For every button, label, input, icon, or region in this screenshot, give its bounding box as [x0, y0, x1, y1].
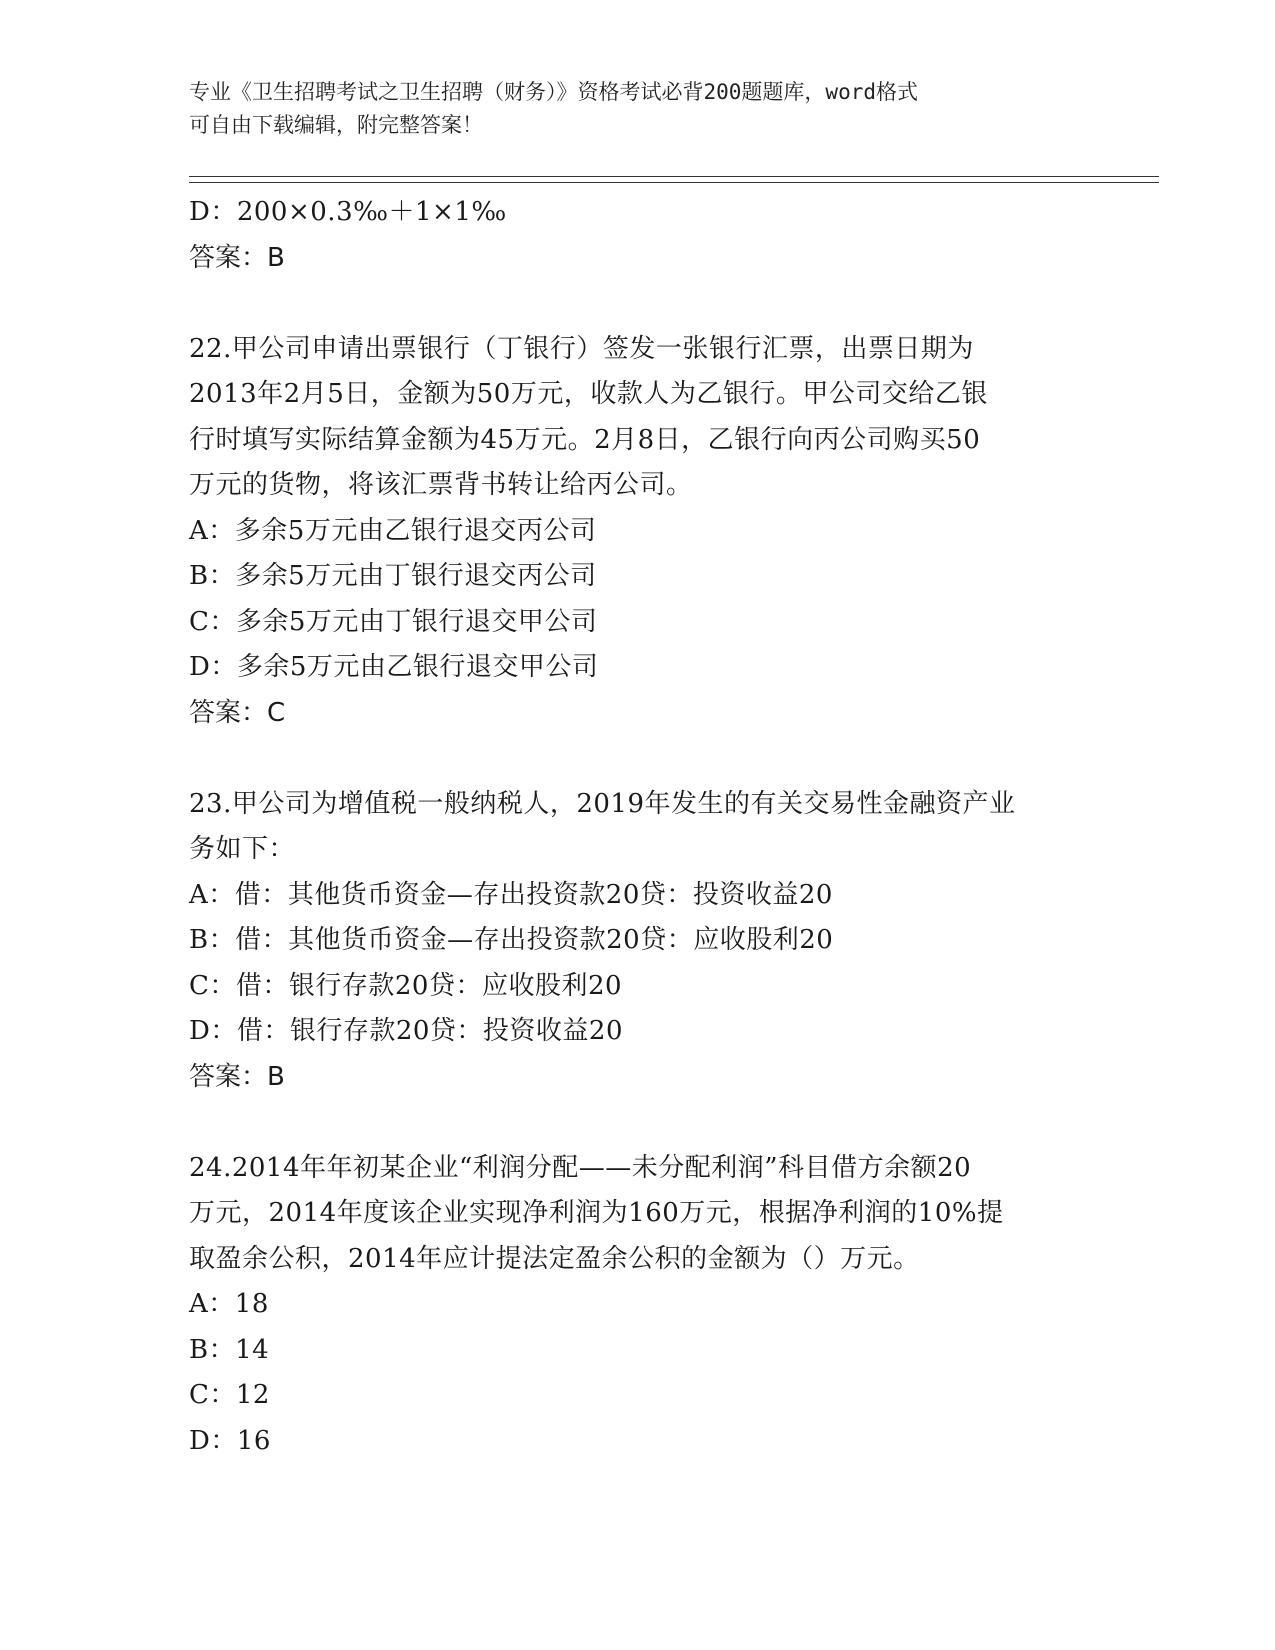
header-title-line-1: 专业《卫生招聘考试之卫生招聘（财务）》资格考试必背200题题库，word格式 — [189, 80, 918, 104]
answer-line: 答案：B — [189, 1061, 285, 1092]
option-d: D：借：银行存款20贷：投资收益20 — [189, 1016, 624, 1046]
page-header — [189, 76, 1069, 142]
question-22 — [189, 327, 1089, 737]
question-stem-line: 行时填写实际结算金额为45万元。2月8日，乙银行向丙公司购买50 — [189, 424, 981, 455]
question-stem-line: 务如下： — [189, 834, 296, 864]
question-stem-line: 万元的货物，将该汇票背书转让给丙公司。 — [189, 470, 693, 500]
question-stem-line: 24.2014年年初某企业“利润分配——未分配利润”科目借方余额20 — [189, 1152, 972, 1183]
question-list — [189, 190, 1089, 1464]
question-stem-line: 取盈余公积，2014年应计提法定盈余公积的金额为（）万元。 — [189, 1243, 920, 1274]
option-c: C：12 — [189, 1380, 270, 1410]
answer-line: 答案：B — [189, 242, 285, 273]
answer-line: 答案：C — [189, 697, 286, 728]
option-d: D：多余5万元由乙银行退交甲公司 — [189, 652, 599, 682]
option-d: D：16 — [189, 1425, 271, 1456]
question-stem-line: 2013年2月5日，金额为50万元，收款人为乙银行。甲公司交给乙银 — [189, 379, 988, 409]
option-b: B：借：其他货币资金—存出投资款20贷：应收股利20 — [189, 925, 834, 955]
header-title-line-2: 可自由下载编辑，附完整答案！ — [189, 113, 483, 137]
question-stem-line: 23.甲公司为增值税一般纳税人，2019年发生的有关交易性金融资产业 — [189, 788, 1016, 819]
option-a: A：18 — [189, 1289, 269, 1319]
option-c: C：多余5万元由丁银行退交甲公司 — [189, 606, 598, 637]
option-d: D：200×0.3‰＋1×1‰ — [189, 197, 507, 227]
question-stem-line: 22.甲公司申请出票银行（丁银行）签发一张银行汇票，出票日期为 — [189, 333, 974, 364]
option-b: B：多余5万元由丁银行退交丙公司 — [189, 561, 597, 591]
question-21-tail — [189, 190, 1089, 281]
question-24 — [189, 1146, 1089, 1465]
question-stem-line: 万元，2014年度该企业实现净利润为160万元，根据净利润的10%提 — [189, 1198, 1004, 1228]
option-c: C：借：银行存款20贷：应收股利20 — [189, 970, 623, 1001]
option-b: B：14 — [189, 1334, 270, 1365]
option-a: A：借：其他货币资金—存出投资款20贷：投资收益20 — [189, 879, 833, 910]
option-a: A：多余5万元由乙银行退交丙公司 — [189, 515, 597, 546]
question-23 — [189, 782, 1089, 1101]
header-divider-bottom — [189, 182, 1159, 183]
header-divider-top — [189, 176, 1159, 177]
